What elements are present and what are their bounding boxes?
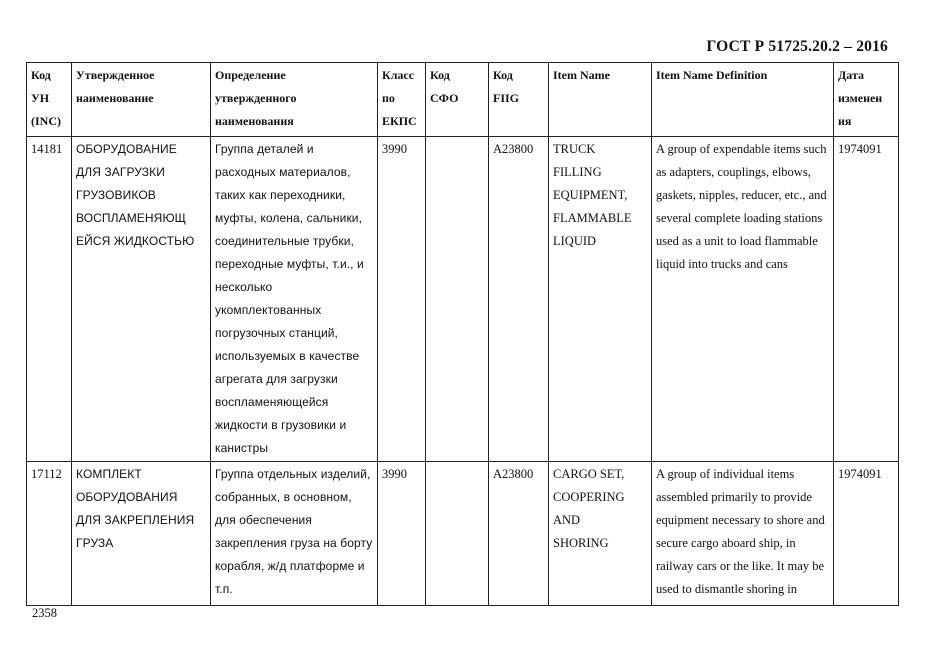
header-item-name-definition: Item Name Definition [652,63,834,137]
cell-sfo-code [426,137,489,462]
cell-name-definition: Группа деталей и расходных материалов, таких как переходники, муфты, колена, сальники, соединительные трубки, переходные муфты, т.и., и несколько укомплектованных погрузочных станций, используемых в качестве агрегата для загрузки воспламеняющейся жидкости в грузовики и канистры [211,137,378,462]
cell-approved-name: ОБОРУДОВАНИЕ ДЛЯ ЗАГРУЗКИ ГРУЗОВИКОВ ВОСПЛАМЕНЯЮЩ ЕЙСЯ ЖИДКОСТЬЮ [72,137,211,462]
header-fiig-code: Код FIIG [489,63,549,137]
cell-class: 3990 [378,462,426,606]
cell-change-date: 1974091 [834,462,899,606]
header-item-name: Item Name [549,63,652,137]
cell-item-name-definition: A group of individual items assembled primarily to provide equipment necessary to shore and secure cargo aboard ship, in railway cars or the like. It may be used to dismantle shoring in [652,462,834,606]
cell-change-date: 1974091 [834,137,899,462]
cell-class: 3990 [378,137,426,462]
header-sfo-code: Код СФО [426,63,489,137]
cell-inc: 14181 [27,137,72,462]
cell-item-name-definition: A group of expendable items such as adapters, couplings, elbows, gaskets, nipples, reducer, etc., and several complete loading stations used as a unit to load flammable liquid into trucks and cans [652,137,834,462]
cell-item-name: CARGO SET, COOPERING AND SHORING [549,462,652,606]
table-row [27,137,899,462]
cell-fiig-code: A23800 [489,137,549,462]
catalog-table [26,62,899,606]
header-name-definition: Определение утвержденного наименования [211,63,378,137]
header-approved-name: Утвержденное наименование [72,63,211,137]
header-inc: Код УН (INC) [27,63,72,137]
table-row [27,462,899,606]
cell-inc: 17112 [27,462,72,606]
header-class: Класс по ЕКПС [378,63,426,137]
cell-item-name: TRUCK FILLING EQUIPMENT, FLAMMABLE LIQUID [549,137,652,462]
header-change-date: Дата изменен ия [834,63,899,137]
cell-fiig-code: A23800 [489,462,549,606]
cell-name-definition: Группа отдельных изделий, собранных, в основном, для обеспечения закрепления груза на борту корабля, ж/д платформе и т.п. [211,462,378,606]
page-number: 2358 [32,606,57,620]
document-standard-title: ГОСТ Р 51725.20.2 – 2016 [706,38,888,55]
cell-sfo-code [426,462,489,606]
cell-approved-name: КОМПЛЕКТ ОБОРУДОВАНИЯ ДЛЯ ЗАКРЕПЛЕНИЯ ГРУЗА [72,462,211,606]
table-header-row [27,63,899,137]
